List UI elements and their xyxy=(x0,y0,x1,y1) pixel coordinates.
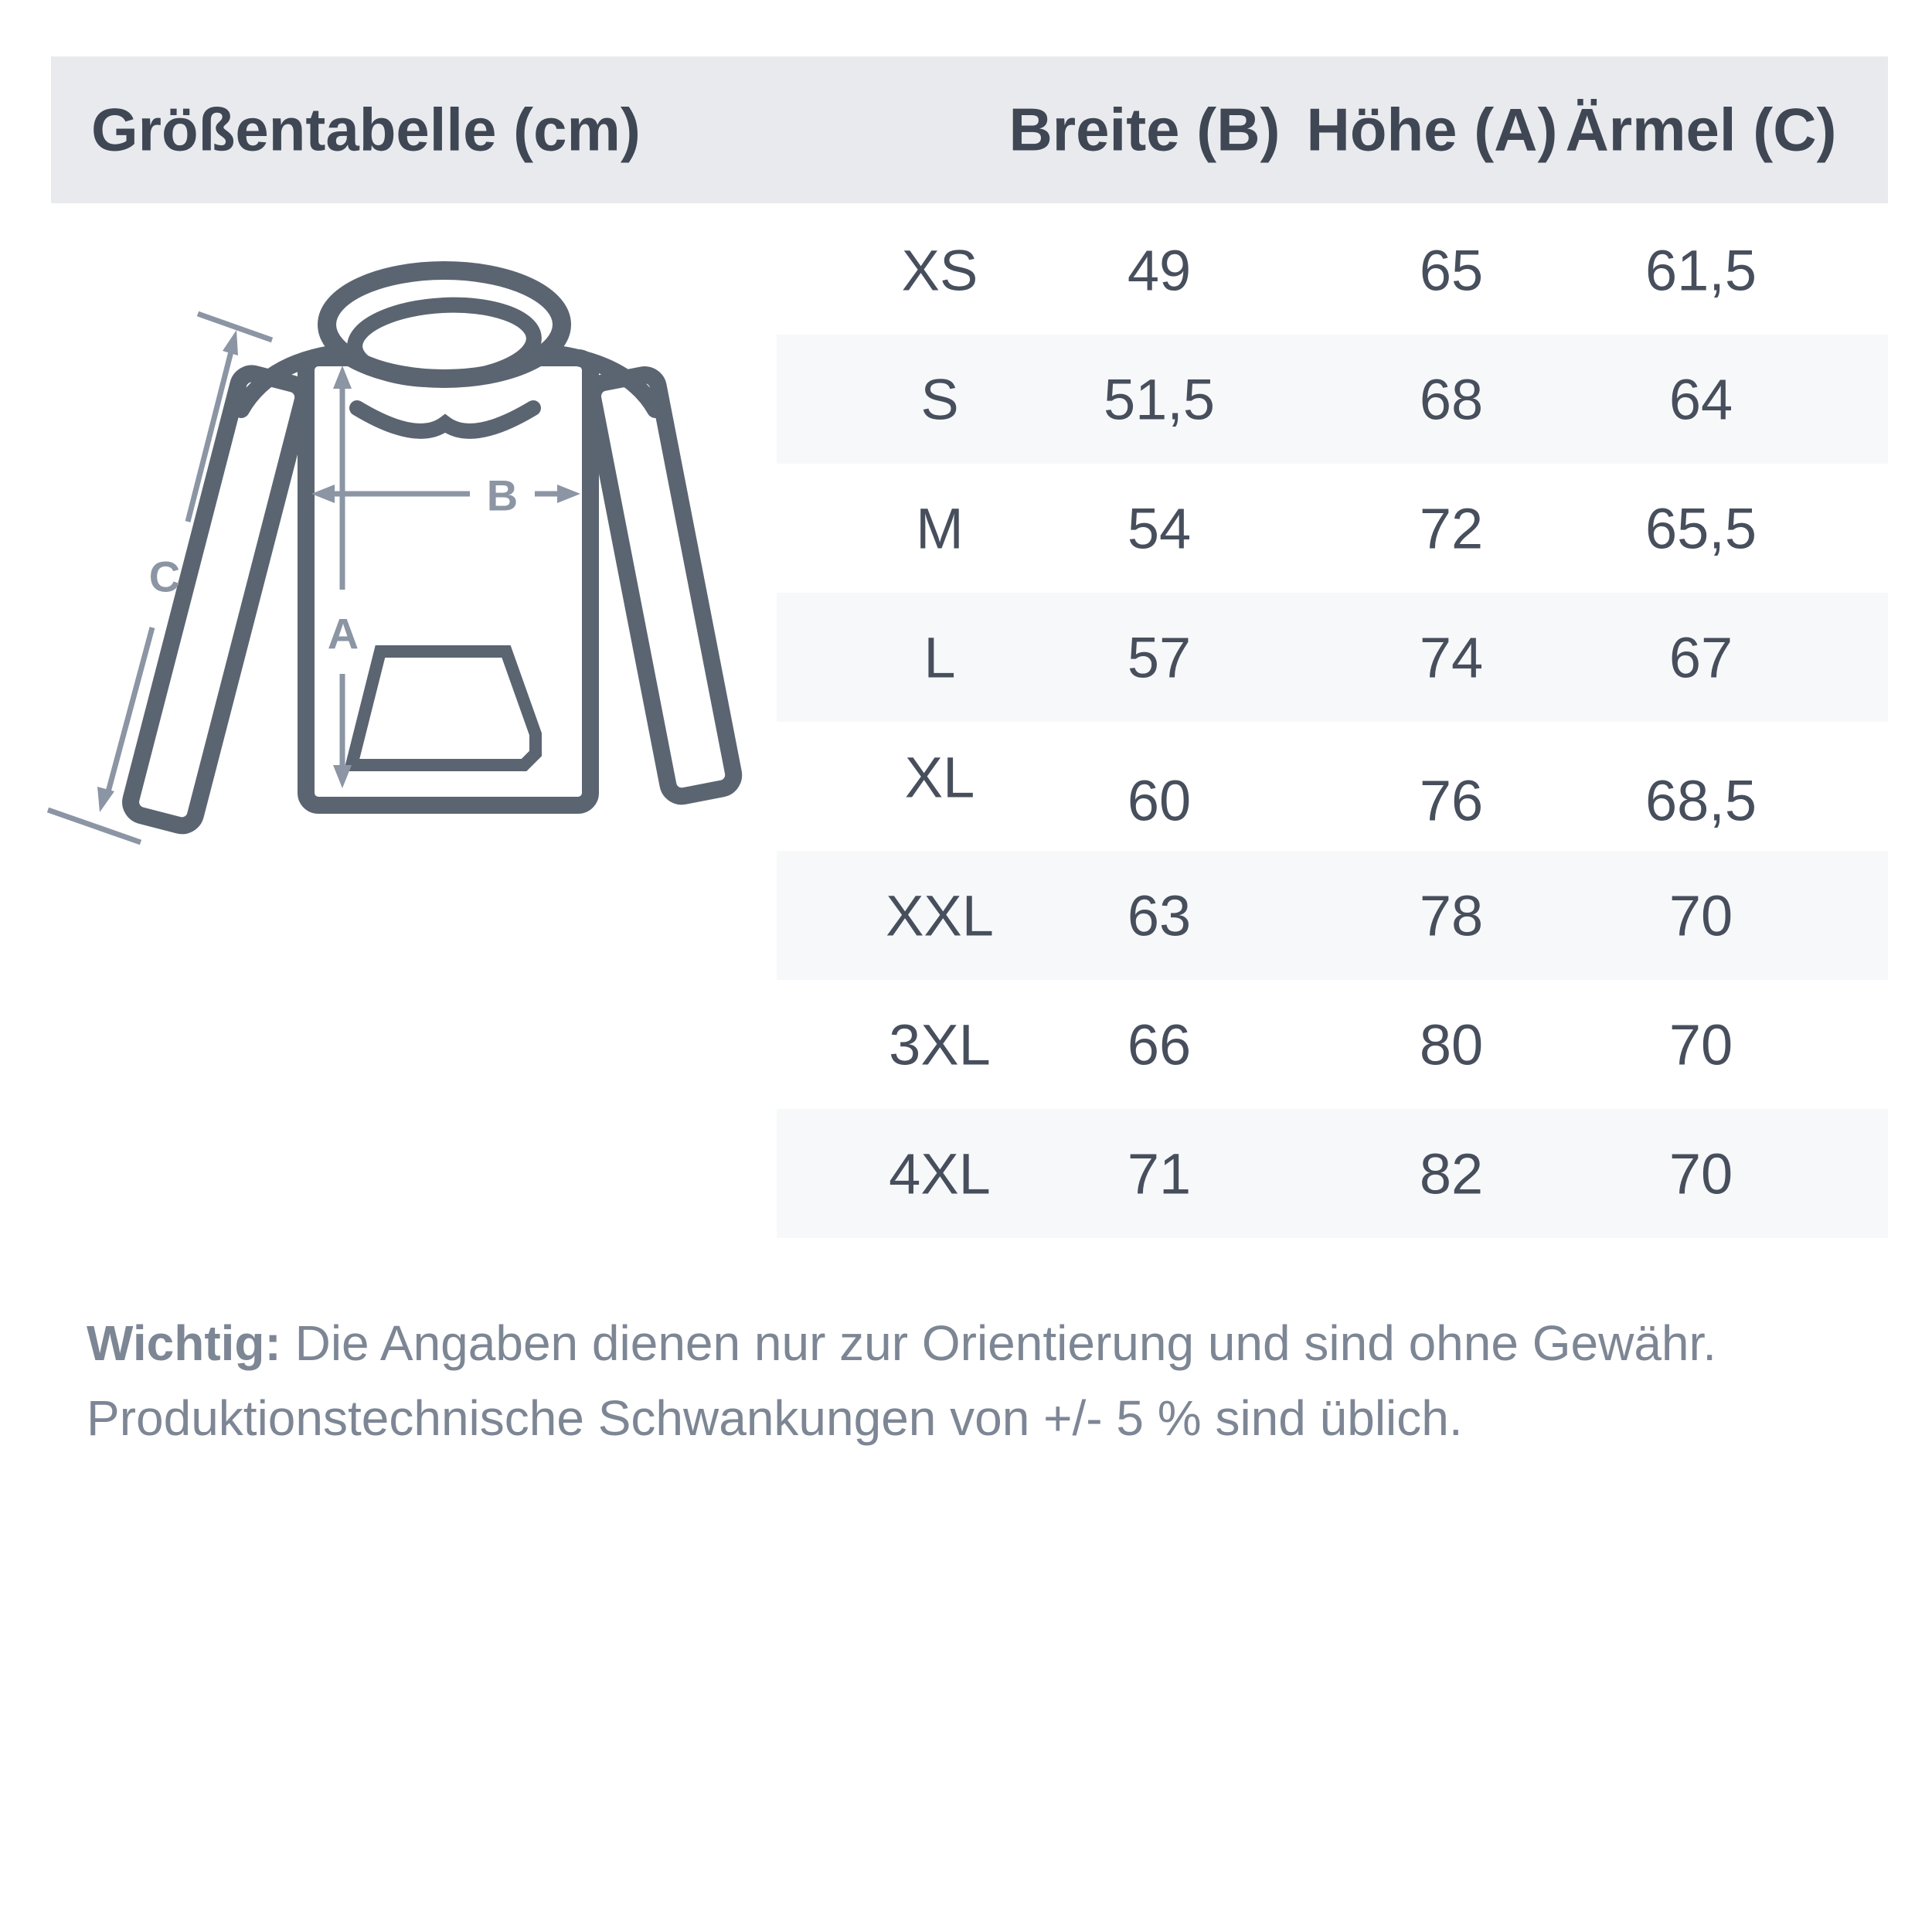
footnote-line2: Produktionstechnische Schwankungen von +/- 5 % sind üblich. xyxy=(87,1390,1463,1446)
table-row xyxy=(777,851,1888,980)
hoehe-cell: 80 xyxy=(1419,1012,1484,1077)
aermel-cell: 67 xyxy=(1668,625,1733,689)
breite-cell: 51,5 xyxy=(1103,367,1216,431)
hoehe-cell: 72 xyxy=(1419,496,1484,560)
size-cell: 3XL xyxy=(889,1012,991,1077)
breite-cell: 54 xyxy=(1127,496,1192,560)
footnote-emphasis: Wichtig: xyxy=(87,1315,281,1371)
hoehe-cell: 65 xyxy=(1419,238,1484,302)
breite-cell: 71 xyxy=(1127,1141,1192,1206)
table-row xyxy=(777,1109,1888,1238)
hoehe-cell: 68 xyxy=(1419,367,1484,431)
hoodie-diagram xyxy=(31,224,773,896)
dim-c-arrowhead-top xyxy=(223,330,238,355)
size-cell: S xyxy=(920,367,959,431)
hoehe-cell: 76 xyxy=(1419,768,1484,832)
size-table-body xyxy=(777,206,1888,1238)
breite-cell: 63 xyxy=(1127,883,1192,947)
page-title: Größentabelle (cm) xyxy=(91,95,641,164)
column-header-aermel: Ärmel (C) xyxy=(1565,95,1837,164)
size-cell: XL xyxy=(904,745,975,809)
aermel-cell: 61,5 xyxy=(1645,238,1757,302)
hoodie-pocket xyxy=(352,651,536,765)
breite-cell: 60 xyxy=(1127,768,1192,832)
hoehe-cell: 82 xyxy=(1419,1141,1484,1206)
table-row xyxy=(777,335,1888,464)
size-cell: XS xyxy=(901,238,978,302)
footnote xyxy=(87,1306,1849,1456)
hoodie-right-sleeve xyxy=(590,372,736,798)
aermel-cell: 70 xyxy=(1668,1141,1733,1206)
aermel-cell: 68,5 xyxy=(1645,768,1757,832)
table-row xyxy=(777,206,1888,335)
size-cell: 4XL xyxy=(889,1141,991,1206)
dim-c-arrowhead-bottom xyxy=(97,787,114,812)
aermel-cell: 64 xyxy=(1668,367,1733,431)
breite-cell: 49 xyxy=(1127,238,1192,302)
size-cell: M xyxy=(916,496,964,560)
dim-label-c: C xyxy=(148,552,181,601)
dim-label-a: A xyxy=(327,609,359,658)
size-cell: XXL xyxy=(886,883,994,947)
table-header xyxy=(51,56,1888,203)
aermel-cell: 70 xyxy=(1668,1012,1733,1077)
breite-cell: 66 xyxy=(1127,1012,1192,1077)
hoehe-cell: 74 xyxy=(1419,625,1484,689)
column-header-hoehe: Höhe (A) xyxy=(1306,95,1558,164)
footnote-line1: Die Angaben dienen nur zur Orientierung und sind ohne Gewähr. xyxy=(281,1315,1717,1371)
dim-label-b: B xyxy=(486,471,519,520)
table-row xyxy=(777,464,1888,593)
size-cell: L xyxy=(923,625,956,689)
aermel-cell: 65,5 xyxy=(1645,496,1757,560)
breite-cell: 57 xyxy=(1127,625,1192,689)
table-row xyxy=(777,980,1888,1109)
hoehe-cell: 78 xyxy=(1419,883,1484,947)
table-row xyxy=(777,722,1888,851)
table-row xyxy=(777,593,1888,722)
aermel-cell: 70 xyxy=(1668,883,1733,947)
column-header-breite: Breite (B) xyxy=(1009,95,1281,164)
